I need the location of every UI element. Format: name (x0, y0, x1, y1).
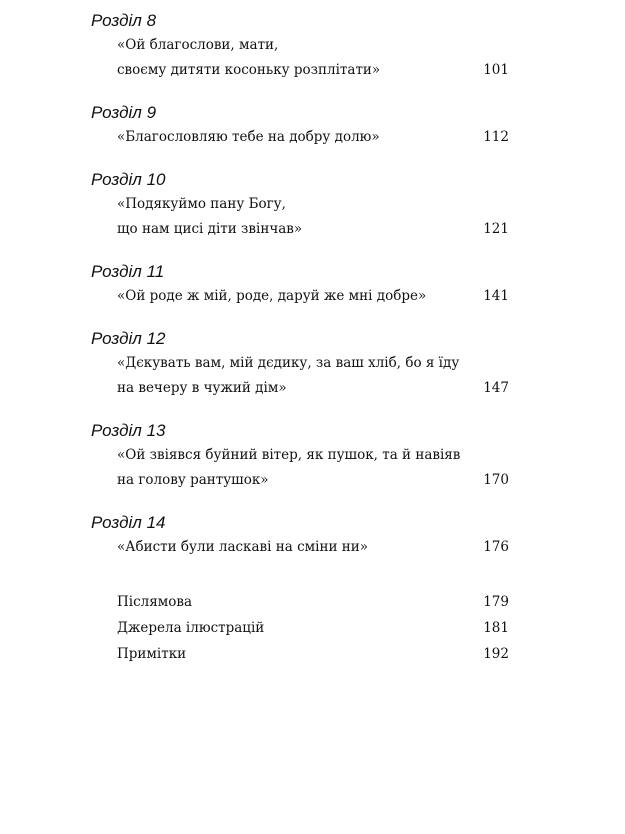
toc-entry[interactable] (91, 351, 509, 401)
toc-entry[interactable] (91, 192, 509, 242)
chapter-section (91, 167, 509, 242)
entry-title (117, 284, 483, 309)
entry-title (117, 125, 483, 150)
chapter-section (91, 259, 509, 309)
entry-title (117, 351, 483, 401)
page-number: 181 (483, 620, 509, 636)
entry-title-line: на вечеру в чужий дім» (117, 380, 287, 396)
back-matter-entry[interactable] (91, 589, 509, 615)
entry-title-line: «Ой благослови, мати, (117, 37, 279, 53)
toc-entry[interactable] (91, 535, 509, 560)
page-number: 147 (483, 380, 509, 396)
page-number: 112 (483, 129, 509, 145)
toc-entry[interactable] (91, 284, 509, 309)
entry-title-line: «Абисти були ласкаві на сміни ни» (117, 539, 369, 555)
page-number: 170 (483, 472, 509, 488)
entry-title (117, 535, 483, 560)
chapter-heading: Розділ 9 (91, 103, 157, 122)
page-number: 176 (483, 539, 509, 555)
page-number: 121 (483, 221, 509, 237)
entry-title-line: «Благословляю тебе на добру долю» (117, 129, 380, 145)
chapter-heading: Розділ 14 (91, 513, 166, 532)
chapter-section (91, 8, 509, 83)
entry-title-line: Примітки (117, 646, 187, 662)
entry-title-line: на голову рантушок» (117, 472, 269, 488)
back-matter-entry[interactable] (91, 641, 509, 667)
entry-title-line: «Ой звіявся буйний вітер, як пушок, та й навіяв (117, 447, 461, 463)
entry-title (117, 33, 483, 83)
entry-title (117, 589, 483, 615)
chapter-heading: Розділ 13 (91, 421, 166, 440)
entry-title-line: Післямова (117, 594, 193, 610)
toc-entry[interactable] (91, 125, 509, 150)
page-number: 101 (483, 62, 509, 78)
table-of-contents (91, 8, 509, 667)
back-matter-list (91, 589, 509, 667)
chapter-heading: Розділ 11 (91, 262, 165, 281)
toc-entry[interactable] (91, 33, 509, 83)
entry-title (117, 641, 483, 667)
entry-title (117, 192, 483, 242)
entry-title-line: своєму дитяти косоньку розплітати» (117, 62, 381, 78)
chapter-heading: Розділ 10 (91, 170, 166, 189)
chapter-section (91, 100, 509, 150)
chapter-section (91, 418, 509, 493)
toc-entry[interactable] (91, 443, 509, 493)
page-number: 179 (483, 594, 509, 610)
page-number: 192 (483, 646, 509, 662)
chapter-heading: Розділ 12 (91, 329, 166, 348)
entry-title (117, 615, 483, 641)
entry-title-line: Джерела ілюстрацій (117, 620, 265, 636)
chapter-section (91, 326, 509, 401)
entry-title-line: «Ой роде ж мій, роде, даруй же мні добре» (117, 288, 427, 304)
back-matter-entry[interactable] (91, 615, 509, 641)
chapter-section (91, 510, 509, 560)
entry-title-line: «Дєкувать вам, мій дєдику, за ваш хліб, бо я їду (117, 355, 460, 371)
chapter-list (91, 8, 509, 560)
entry-title (117, 443, 483, 493)
entry-title-line: що нам цисі діти звінчав» (117, 221, 303, 237)
entry-title-line: «Подякуймо пану Богу, (117, 196, 286, 212)
chapter-heading: Розділ 8 (91, 11, 157, 30)
page-number: 141 (483, 288, 509, 304)
